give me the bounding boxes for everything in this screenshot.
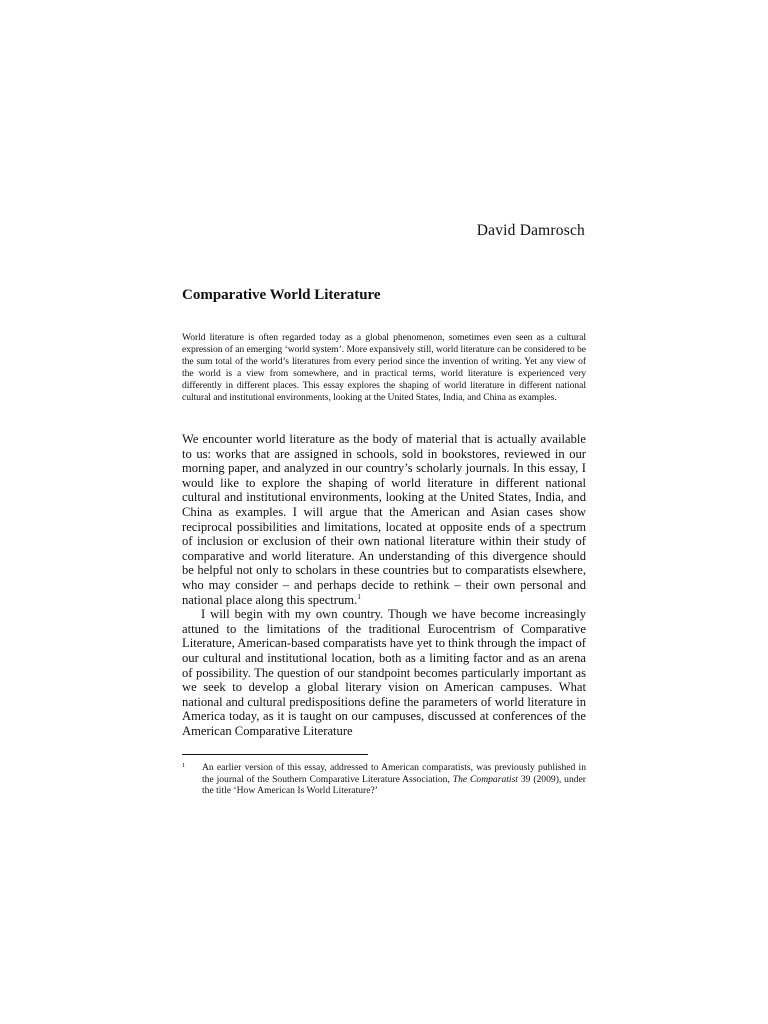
footnote-text-before: An earlier version of this essay, addressed to American comparatists, was previously published in the journal of the Southern Comparative Literature Association, (202, 762, 586, 785)
body-text (182, 432, 586, 738)
body-paragraph (182, 432, 586, 607)
footnote (182, 762, 586, 797)
footnote-divider (182, 754, 368, 755)
paragraph-text: We encounter world literature as the body of material that is actually available to us: works that are assigned in schools, sold in bookstores, reviewed in our morning paper, and analyzed in our country’s scholarly journals. In this essay, I would like to explore the shaping of world literature in different national cultural and institutional environments, looking at the United States, India, and China as examples. I will argue that the American and Asian cases show reciprocal possibilities and limitations, located at opposite ends of a spectrum of inclusion or exclusion of their own national literature within their study of comparative and world literature. An understanding of this divergence should be helpful not only to scholars in these countries but to comparatists elsewhere, who may consider – and perhaps decide to rethink – their own personal and national place along this spectrum. (182, 432, 586, 607)
article-title: Comparative World Literature (182, 287, 381, 303)
body-paragraph (182, 607, 586, 738)
footnote-reference[interactable]: 1 (357, 591, 361, 601)
paragraph-text: I will begin with my own country. Though we have become increasingly attuned to the limitations of the traditional Eurocentrism of Comparative Literature, American-based comparatists have yet to think through the impact of our cultural and institutional location, both as a limiting factor and as an arena of possibility. The question of our standpoint becomes particularly important as we seek to develop a global literary vision on American campuses. What national and cultural predispositions define the parameters of world literature in America today, as it is taught on our campuses, discussed at conferences of the American Comparative Literature (182, 607, 586, 738)
author-name: David Damrosch (476, 222, 585, 239)
footnote-text (202, 762, 586, 797)
footnote-text-after: 39 (2009), under the title ‘How American Is World Literature?’ (202, 773, 586, 797)
footnote-mark: 1 (182, 762, 186, 769)
abstract: World literature is often regarded today as a global phenomenon, sometimes even seen as a cultural expression of an emerging ‘world system’. More expansively still, world literature can be considered to be the sum total of the world’s literatures from every period since the invention of writing. Yet any view of the world is a view from somewhere, and in practical terms, world literature is experienced very differently in different places. This essay explores the shaping of world literature in different national cultural and institutional environments, looking at the United States, India, and China as examples. (182, 332, 586, 403)
journal-title: The Comparatist (452, 773, 518, 785)
